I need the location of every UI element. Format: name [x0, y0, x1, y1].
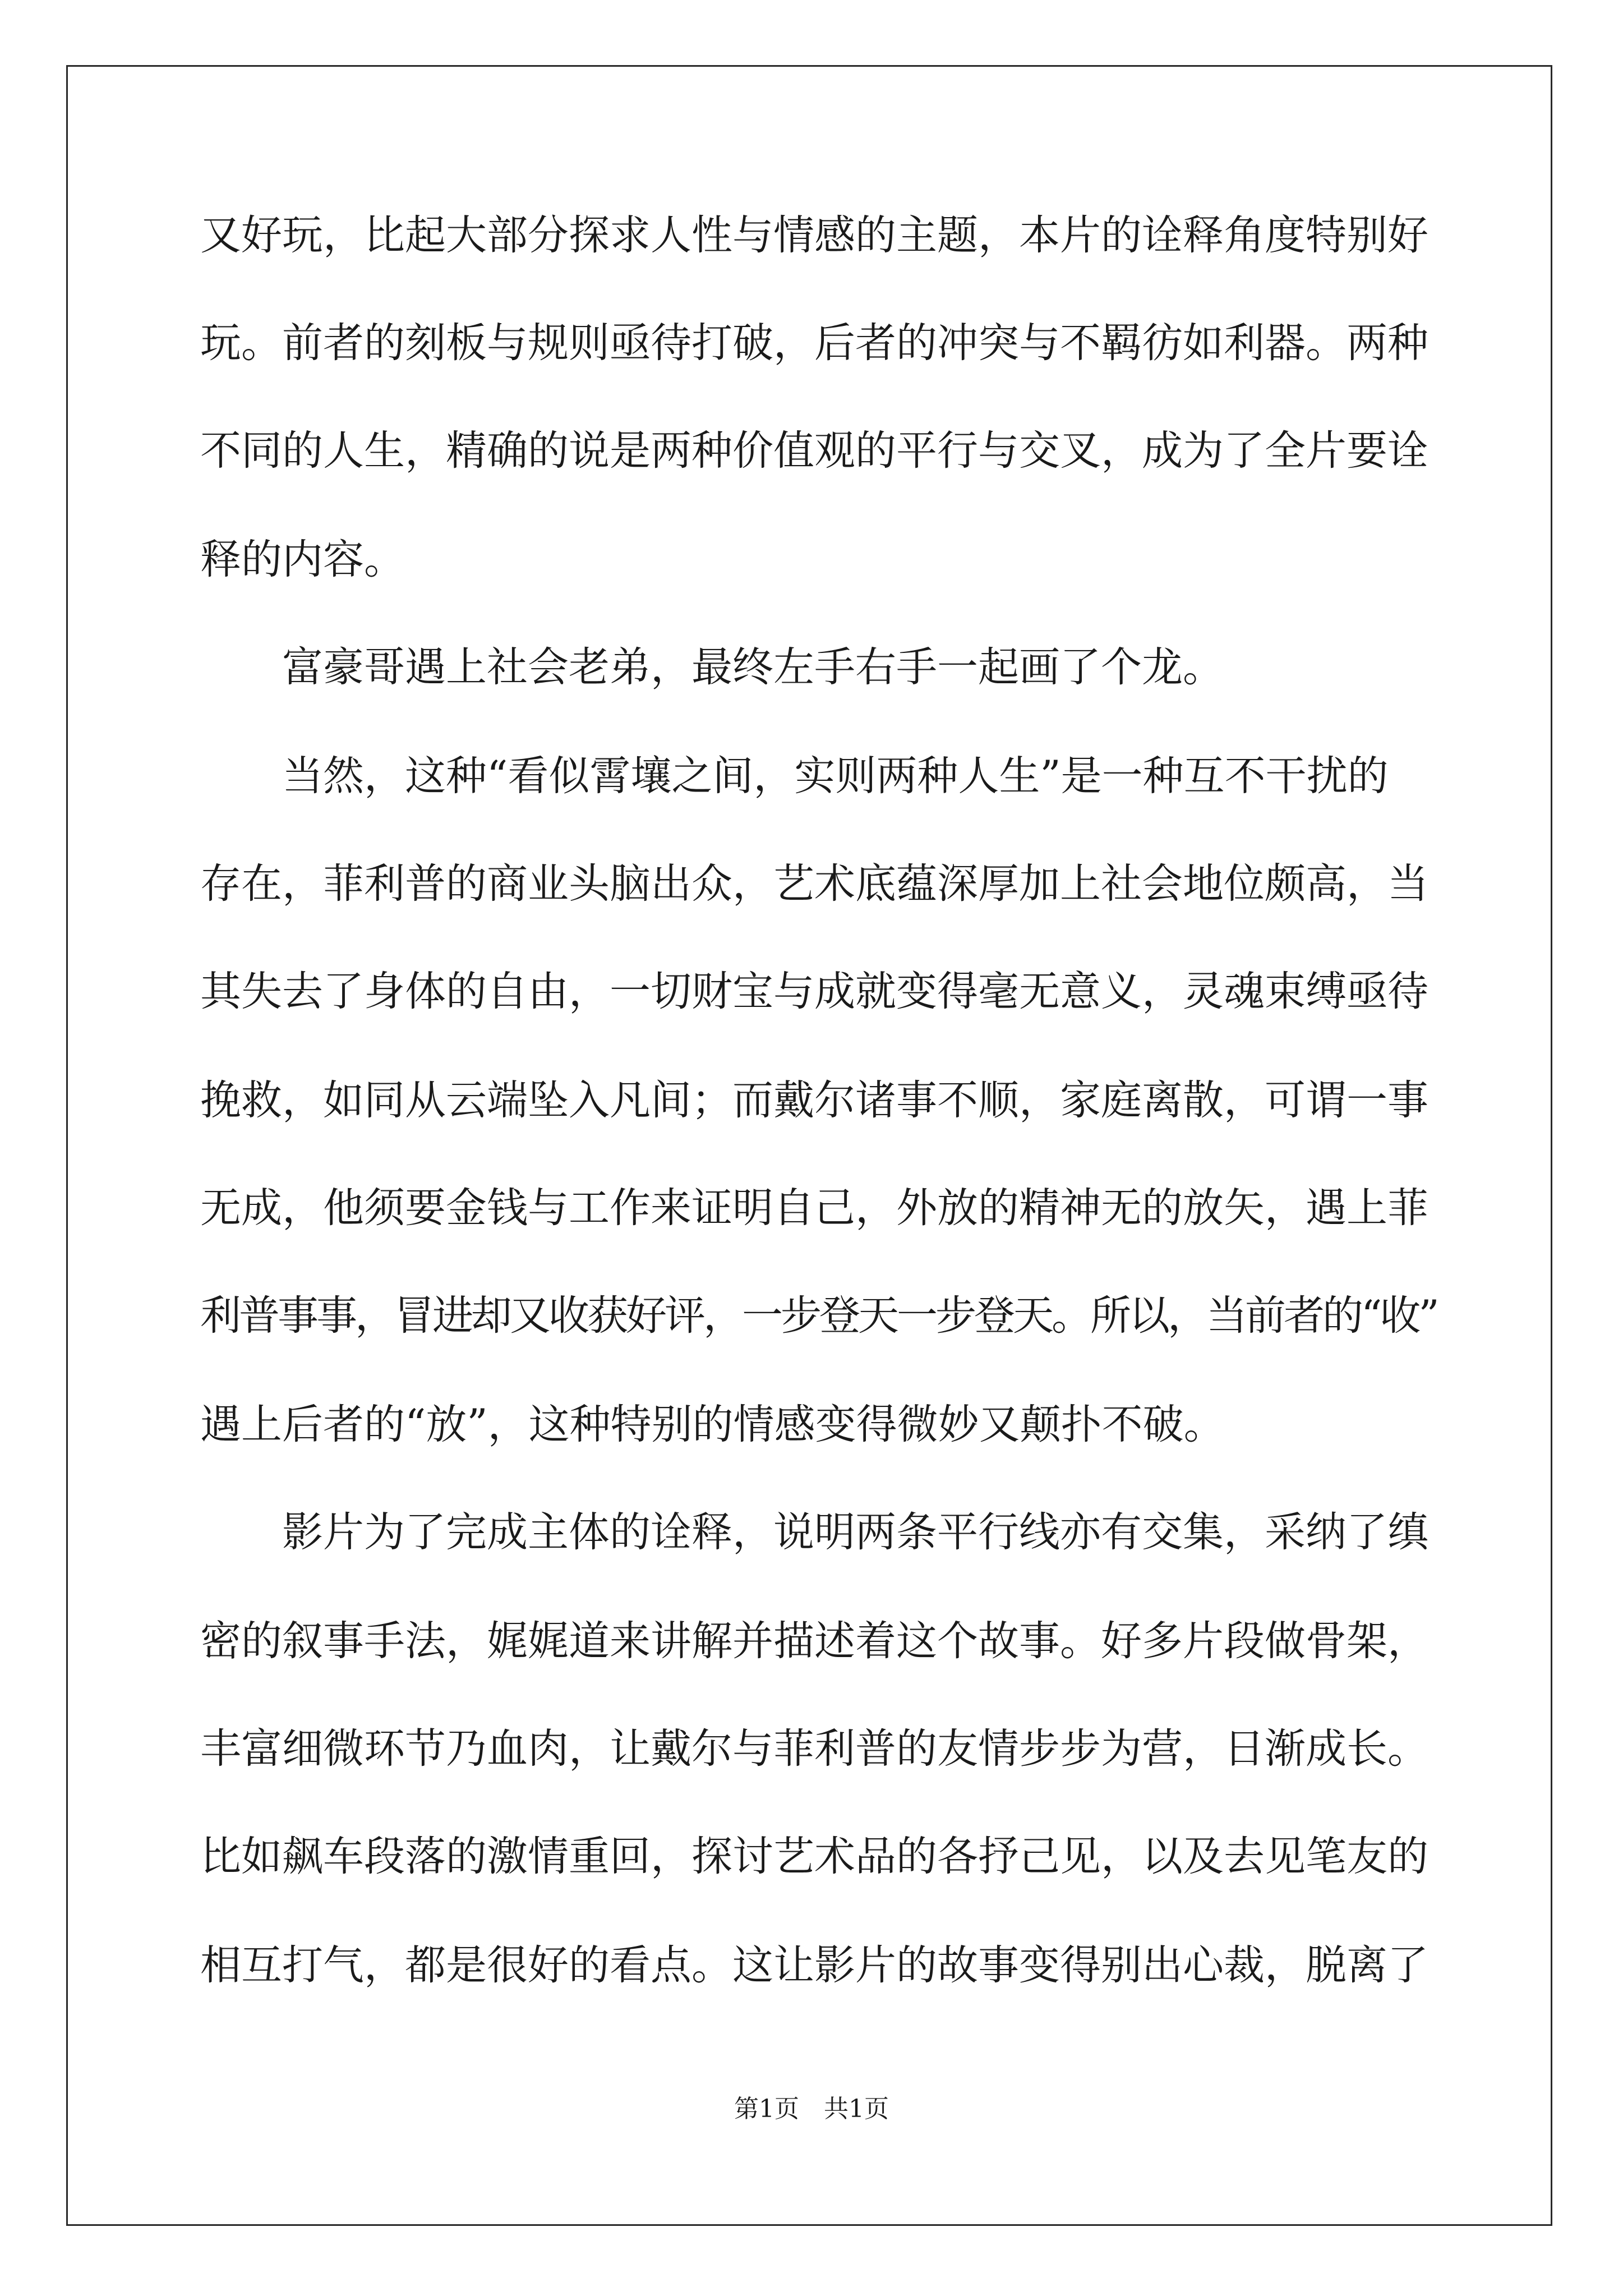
text-line: 玩。前者的刻板与规则亟待打破，后者的冲突与不羁彷如利器。两种: [200, 319, 1428, 367]
page-footer: 第1页 共1页: [734, 2095, 889, 2123]
text-line: 密的叙事手法，娓娓道来讲解并描述着这个故事。好多片段做骨架，: [200, 1617, 1428, 1665]
text-line: 遇上后者的“放”，这种特别的情感变得微妙又颠扑不破。: [200, 1401, 1225, 1448]
text-line: 其失去了身体的自由，一切财宝与成就变得毫无意义，灵魂束缚亟待: [200, 968, 1428, 1015]
text-line: 无成，他须要金钱与工作来证明自己，外放的精神无的放矢，遇上菲: [200, 1184, 1428, 1232]
text-line: 相互打气，都是很好的看点。这让影片的故事变得别出心裁，脱离了: [200, 1941, 1428, 1989]
text-line: 利普事事，冒进却又收获好评，一步登天一步登天。所以，当前者的“收”: [200, 1292, 1437, 1340]
text-line: 又好玩，比起大部分探求人性与情感的主题，本片的诠释角度特别好: [200, 211, 1428, 259]
paragraph-line: 影片为了完成主体的诠释，说明两条平行线亦有交集，采纳了缜: [282, 1508, 1428, 1556]
text-line: 释的内容。: [200, 536, 405, 583]
paragraph-line: 当然，这种“看似霄壤之间，实则两种人生”是一种互不干扰的: [282, 752, 1389, 800]
text-line: 比如飙车段落的激情重回，探讨艺术品的各抒己见，以及去见笔友的: [200, 1833, 1428, 1880]
paragraph-line: 富豪哥遇上社会老弟，最终左手右手一起画了个龙。: [282, 643, 1224, 691]
text-line: 丰富细微环节乃血肉，让戴尔与菲利普的友情步步为营，日渐成长。: [200, 1725, 1428, 1773]
text-line: 不同的人生，精确的说是两种价值观的平行与交叉，成为了全片要诠: [200, 427, 1428, 475]
page-border: [66, 65, 1552, 2226]
text-line: 存在，菲利普的商业头脑出众，艺术底蕴深厚加上社会地位颇高，当: [200, 860, 1428, 908]
text-line: 挽救，如同从云端坠入凡间；而戴尔诸事不顺，家庭离散，可谓一事: [200, 1076, 1428, 1124]
